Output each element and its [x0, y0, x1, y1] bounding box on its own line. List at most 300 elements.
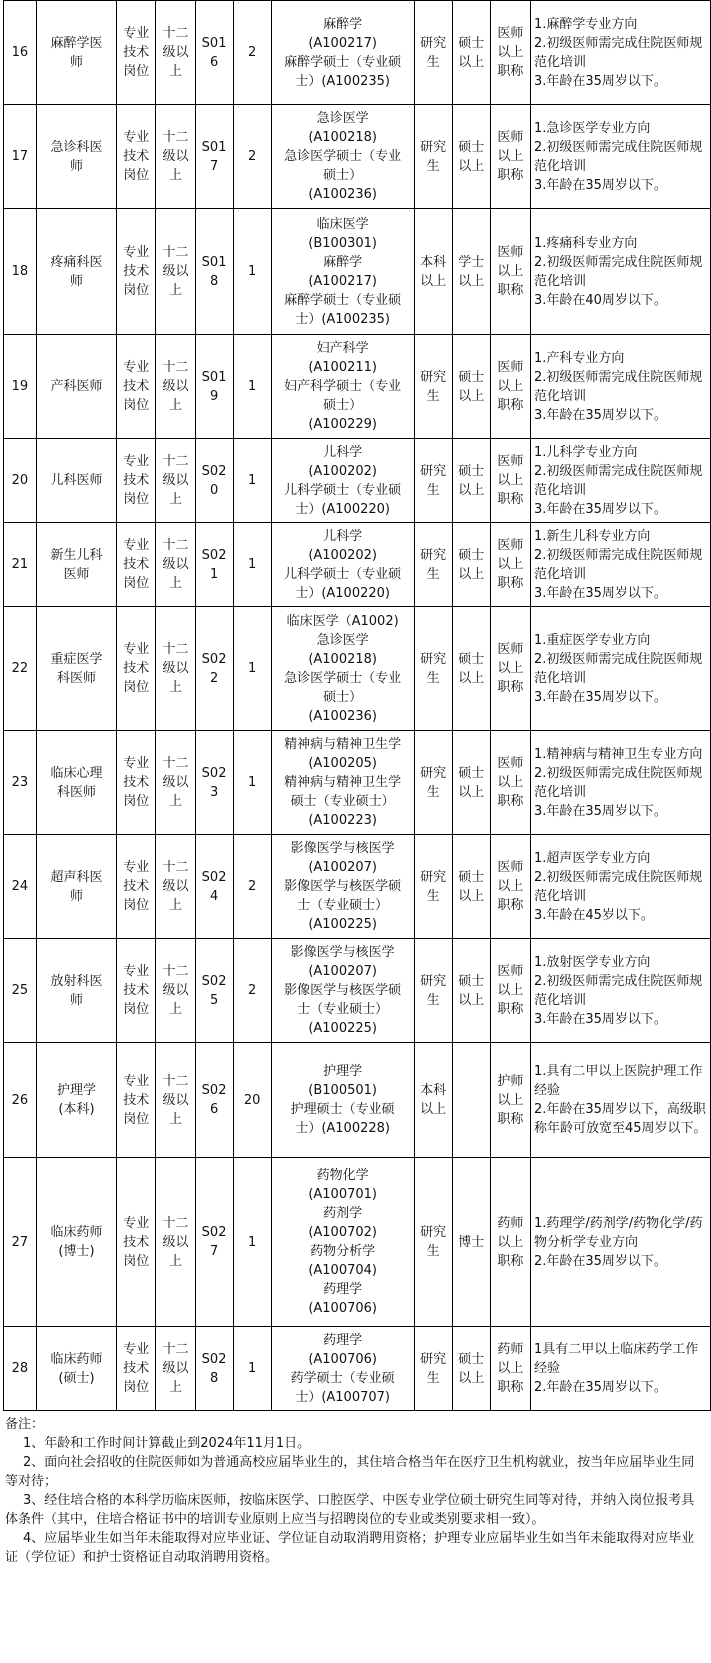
- major-line: 精神病与精神卫生学: [284, 775, 402, 790]
- requirements-line: 1具有二甲以上临床药学工作经验: [533, 1342, 699, 1376]
- post-category-line: 岗位: [123, 283, 150, 298]
- post-level-line: 级以: [162, 879, 189, 894]
- post-level-line: 十二: [162, 26, 189, 41]
- education-cell: [414, 523, 452, 607]
- requirements-cell: [530, 1327, 710, 1411]
- major-line: (B100501): [308, 1083, 377, 1098]
- degree-line: 硕士: [458, 139, 485, 155]
- major-line: 士）(A100228): [295, 1121, 390, 1136]
- requirements-line: 2.初级医师需完成住院医师规范化培训: [533, 139, 703, 174]
- major-line: 药理学: [323, 1282, 363, 1297]
- row-number-cell: 21: [4, 523, 37, 607]
- major-line: 硕士）: [323, 689, 363, 705]
- degree-cell: [452, 1327, 490, 1411]
- post-code-line: 8: [209, 1370, 219, 1386]
- post-name-line: 科医师: [57, 784, 97, 800]
- professional-title-line: 医师: [497, 964, 524, 979]
- education-cell: [414, 335, 452, 439]
- table-row: [4, 1158, 711, 1327]
- major-line: 临床医学: [316, 216, 369, 232]
- major-line: (A100229): [308, 417, 377, 432]
- post-name-line: (博士): [58, 1244, 95, 1259]
- post-level-cell: [156, 1043, 195, 1158]
- post-category-cell: [117, 1158, 156, 1327]
- professional-title-cell: [490, 1327, 530, 1411]
- row-number-cell: 20: [4, 439, 37, 523]
- post-category-cell: [117, 209, 156, 335]
- post-name-line: 重症医学: [50, 651, 103, 667]
- education-line: 研究: [420, 369, 447, 385]
- post-category-line: 岗位: [123, 576, 150, 591]
- professional-title-line: 职称: [497, 283, 524, 298]
- post-level-line: 上: [168, 283, 182, 298]
- post-category-line: 专业: [123, 454, 150, 469]
- requirements-line: 2.年龄在35周岁以下。: [533, 1380, 667, 1395]
- major-line: 儿科学: [323, 528, 363, 544]
- post-name-line: (硕士): [58, 1370, 95, 1386]
- post-level-line: 级以: [162, 379, 189, 394]
- degree-cell: [452, 835, 490, 939]
- post-code-line: S02: [201, 1083, 227, 1098]
- headcount-cell: 1: [233, 1327, 271, 1411]
- professional-title-line: 药师: [497, 1342, 524, 1357]
- row-number-cell: 26: [4, 1043, 37, 1158]
- education-cell: [414, 607, 452, 731]
- requirements-line: 1.疼痛科专业方向: [533, 235, 638, 251]
- professional-title-cell: [490, 335, 530, 439]
- professional-title-cell: [490, 523, 530, 607]
- headcount-cell: 1: [233, 439, 271, 523]
- education-line: 生: [426, 1244, 440, 1259]
- education-cell: [414, 939, 452, 1043]
- major-cell: [271, 105, 414, 209]
- post-code-line: S02: [201, 463, 227, 479]
- post-level-line: 级以: [162, 983, 189, 998]
- degree-cell: [452, 105, 490, 209]
- degree-line: 以上: [458, 273, 485, 289]
- education-line: 本科: [420, 254, 447, 270]
- post-level-cell: [156, 731, 195, 835]
- education-line: 以上: [420, 273, 447, 289]
- major-line: (A100207): [308, 860, 377, 875]
- headcount-cell: 1: [233, 523, 271, 607]
- major-line: 护理硕士（专业硕: [290, 1102, 395, 1117]
- professional-title-line: 以上: [497, 473, 524, 488]
- notes-section: [3, 1411, 711, 1567]
- post-category-cell: [117, 1, 156, 105]
- post-name-cell: [36, 209, 116, 335]
- professional-title-line: 护师: [497, 1073, 524, 1089]
- major-cell: [271, 335, 414, 439]
- degree-line: 以上: [458, 992, 485, 1008]
- major-cell: [271, 1327, 414, 1411]
- professional-title-line: 医师: [497, 360, 524, 375]
- post-code-line: S02: [201, 1225, 227, 1240]
- major-line: 精神病与精神卫生学: [284, 737, 402, 752]
- major-line: (A100202): [308, 463, 377, 479]
- requirements-line: 3.年龄在35周岁以下。: [533, 689, 667, 705]
- note-item-4: 4、应届毕业生如当年未能取得对应毕业证、学位证自动取消聘用资格；护理专业应届毕业生如当年未能取得对应毕业证（学位证）和护士资格证自动取消聘用资格。: [5, 1531, 695, 1565]
- post-level-line: 上: [168, 1111, 182, 1127]
- post-category-cell: [117, 731, 156, 835]
- post-name-cell: [36, 439, 116, 523]
- table-row: [4, 607, 711, 731]
- professional-title-cell: [490, 209, 530, 335]
- post-category-line: 岗位: [123, 168, 150, 183]
- post-category-line: 专业: [123, 360, 150, 375]
- requirements-cell: [530, 335, 710, 439]
- major-line: (A100225): [308, 917, 377, 932]
- post-level-line: 级以: [162, 473, 189, 488]
- education-cell: [414, 105, 452, 209]
- professional-title-cell: [490, 939, 530, 1043]
- post-level-cell: [156, 439, 195, 523]
- headcount-cell: 1: [233, 1158, 271, 1327]
- row-number-cell: 25: [4, 939, 37, 1043]
- post-category-line: 专业: [123, 642, 150, 657]
- degree-cell: [452, 1043, 490, 1158]
- degree-cell: [452, 1158, 490, 1327]
- major-line: (A100706): [308, 1301, 377, 1316]
- professional-title-line: 职称: [497, 576, 524, 591]
- major-line: 药物化学: [316, 1168, 369, 1183]
- professional-title-line: 职称: [497, 168, 524, 183]
- post-name-line: 放射科医: [50, 973, 103, 989]
- post-category-cell: [117, 523, 156, 607]
- post-category-line: 专业: [123, 1073, 150, 1089]
- major-line: 麻醉学硕士（专业硕: [284, 292, 402, 308]
- major-line: (A100205): [308, 756, 377, 771]
- post-name-line: 临床心理: [50, 765, 103, 781]
- professional-title-cell: [490, 1043, 530, 1158]
- table-row: [4, 1043, 711, 1158]
- major-line: 妇产科学: [316, 341, 369, 356]
- table-row: [4, 731, 711, 835]
- headcount-cell: 1: [233, 335, 271, 439]
- professional-title-line: 以上: [497, 879, 524, 894]
- post-category-line: 岗位: [123, 492, 150, 507]
- headcount-cell: 2: [233, 105, 271, 209]
- requirements-line: 1.儿科学专业方向: [533, 444, 638, 460]
- major-line: (A100207): [308, 964, 377, 979]
- post-level-line: 十二: [162, 1073, 189, 1089]
- professional-title-line: 医师: [497, 454, 524, 469]
- requirements-line: 1.重症医学专业方向: [533, 632, 651, 648]
- degree-line: 学士: [458, 254, 485, 270]
- post-level-line: 级以: [162, 557, 189, 572]
- major-line: 麻醉学: [323, 254, 363, 270]
- post-name-line: 疼痛科医: [50, 254, 103, 270]
- post-code-line: S01: [201, 139, 227, 155]
- post-name-line: 临床药师: [50, 1351, 103, 1367]
- post-name-line: 超声科医: [50, 869, 103, 885]
- post-level-line: 十二: [162, 245, 189, 260]
- education-line: 研究: [420, 35, 447, 51]
- post-code-line: S02: [201, 973, 227, 989]
- education-line: 研究: [420, 651, 447, 667]
- notes-heading: 备注：: [5, 1417, 45, 1432]
- degree-line: 硕士: [458, 869, 485, 885]
- degree-line: 博士: [458, 1234, 485, 1250]
- degree-cell: [452, 439, 490, 523]
- headcount-cell: 1: [233, 731, 271, 835]
- post-category-line: 专业: [123, 130, 150, 145]
- requirements-line: 2.初级医师需完成住院医师规范化培训: [533, 765, 703, 800]
- professional-title-line: 以上: [497, 379, 524, 394]
- education-cell: [414, 1043, 452, 1158]
- major-line: 士）(A100235): [295, 73, 390, 89]
- degree-line: 硕士: [458, 651, 485, 667]
- row-number-cell: 24: [4, 835, 37, 939]
- post-code-line: 5: [209, 992, 219, 1008]
- major-line: 急诊医学硕士（专业: [284, 149, 402, 164]
- row-number-cell: 27: [4, 1158, 37, 1327]
- post-name-cell: [36, 1, 116, 105]
- requirements-line: 3.年龄在45岁以下。: [533, 907, 654, 923]
- major-line: 药学硕士（专业硕: [290, 1370, 395, 1386]
- requirements-cell: [530, 731, 710, 835]
- major-line: 硕士）: [323, 398, 363, 413]
- post-name-cell: [36, 1158, 116, 1327]
- degree-cell: [452, 335, 490, 439]
- professional-title-cell: [490, 439, 530, 523]
- post-code-line: 9: [209, 388, 219, 404]
- post-code-cell: [195, 607, 233, 731]
- major-line: 硕士）: [323, 168, 363, 183]
- requirements-line: 2.初级医师需完成住院医师规范化培训: [533, 35, 703, 70]
- professional-title-line: 医师: [497, 756, 524, 771]
- requirements-line: 3.年龄在35周岁以下。: [533, 585, 667, 601]
- education-cell: [414, 439, 452, 523]
- post-name-line: 临床药师: [50, 1225, 103, 1240]
- major-cell: [271, 731, 414, 835]
- major-cell: [271, 1, 414, 105]
- post-category-line: 岗位: [123, 680, 150, 695]
- professional-title-line: 医师: [497, 130, 524, 145]
- post-level-line: 十二: [162, 964, 189, 979]
- post-code-cell: [195, 105, 233, 209]
- post-code-cell: [195, 335, 233, 439]
- major-cell: [271, 607, 414, 731]
- post-code-line: 0: [209, 482, 219, 498]
- post-category-line: 专业: [123, 756, 150, 771]
- requirements-line: 2.初级医师需完成住院医师规范化培训: [533, 547, 703, 582]
- education-cell: [414, 209, 452, 335]
- requirements-line: 1.精神病与精神卫生专业方向: [533, 746, 703, 762]
- major-line: (B100301): [308, 235, 377, 251]
- post-category-line: 岗位: [123, 64, 150, 79]
- post-name-cell: [36, 1327, 116, 1411]
- row-number-cell: 22: [4, 607, 37, 731]
- requirements-line: 1.急诊医学专业方向: [533, 120, 651, 136]
- post-category-line: 技术: [123, 473, 150, 488]
- professional-title-cell: [490, 105, 530, 209]
- major-line: (A100236): [308, 708, 377, 724]
- education-line: 研究: [420, 765, 447, 781]
- post-name-cell: [36, 607, 116, 731]
- education-line: 生: [426, 566, 440, 582]
- education-cell: [414, 1, 452, 105]
- table-row: [4, 335, 711, 439]
- major-line: (A100211): [308, 360, 377, 375]
- requirements-line: 2.初级医师需完成住院医师规范化培训: [533, 651, 703, 686]
- post-code-line: S01: [201, 369, 227, 385]
- post-name-line: 急诊科医: [50, 139, 103, 155]
- row-number-cell: 18: [4, 209, 37, 335]
- post-category-line: 专业: [123, 1342, 150, 1357]
- post-category-cell: [117, 105, 156, 209]
- post-level-cell: [156, 105, 195, 209]
- professional-title-cell: [490, 731, 530, 835]
- post-level-line: 上: [168, 898, 182, 913]
- headcount-cell: 2: [233, 939, 271, 1043]
- requirements-line: 2.年龄在35周岁以下，高级职称年龄可放宽至45周岁以下。: [533, 1102, 707, 1136]
- major-line: (A100225): [308, 1021, 377, 1036]
- post-name-line: 新生儿科: [50, 547, 103, 563]
- post-level-cell: [156, 1, 195, 105]
- education-line: 研究: [420, 463, 447, 479]
- professional-title-line: 职称: [497, 492, 524, 507]
- post-code-line: S01: [201, 254, 227, 270]
- major-cell: [271, 835, 414, 939]
- major-line: (A100236): [308, 187, 377, 202]
- education-line: 研究: [420, 973, 447, 989]
- degree-line: 以上: [458, 888, 485, 904]
- major-line: 硕士（专业硕士）: [290, 794, 395, 809]
- post-level-cell: [156, 335, 195, 439]
- requirements-line: 1.超声医学专业方向: [533, 850, 651, 866]
- education-line: 生: [426, 54, 440, 70]
- education-line: 研究: [420, 547, 447, 563]
- post-category-line: 技术: [123, 557, 150, 572]
- professional-title-line: 以上: [497, 983, 524, 998]
- post-name-line: 师: [70, 992, 84, 1008]
- degree-cell: [452, 731, 490, 835]
- major-line: 士（专业硕士）: [297, 898, 389, 913]
- major-line: 士（专业硕士）: [297, 1002, 389, 1017]
- requirements-line: 3.年龄在35周岁以下。: [533, 407, 667, 423]
- requirements-line: 3.年龄在35周岁以下。: [533, 177, 667, 193]
- major-line: 士）(A100235): [295, 311, 390, 327]
- post-level-line: 级以: [162, 661, 189, 676]
- post-name-cell: [36, 1043, 116, 1158]
- major-line: 影像医学与核医学硕: [284, 983, 402, 998]
- table-body: [4, 1, 711, 1411]
- post-level-line: 级以: [162, 1234, 189, 1250]
- degree-line: 以上: [458, 388, 485, 404]
- degree-line: 以上: [458, 1370, 485, 1386]
- post-category-line: 专业: [123, 964, 150, 979]
- post-category-cell: [117, 939, 156, 1043]
- post-category-cell: [117, 835, 156, 939]
- major-line: (A100217): [308, 35, 377, 51]
- requirements-line: 3.年龄在35周岁以下。: [533, 803, 667, 819]
- professional-title-line: 职称: [497, 680, 524, 695]
- post-category-line: 技术: [123, 149, 150, 164]
- post-level-line: 十二: [162, 454, 189, 469]
- post-level-line: 上: [168, 168, 182, 183]
- headcount-cell: 1: [233, 209, 271, 335]
- post-code-line: 8: [209, 273, 219, 289]
- post-level-cell: [156, 835, 195, 939]
- post-code-line: 7: [209, 1244, 219, 1259]
- degree-line: 硕士: [458, 547, 485, 563]
- post-category-line: 技术: [123, 661, 150, 676]
- post-code-cell: [195, 523, 233, 607]
- post-category-line: 专业: [123, 538, 150, 553]
- professional-title-line: 药师: [497, 1215, 524, 1231]
- professional-title-line: 以上: [497, 557, 524, 572]
- major-line: 影像医学与核医学: [290, 841, 395, 856]
- post-level-line: 上: [168, 680, 182, 695]
- major-line: (A100218): [308, 651, 377, 667]
- degree-line: 以上: [458, 784, 485, 800]
- major-cell: [271, 209, 414, 335]
- education-line: 生: [426, 670, 440, 686]
- post-category-line: 专业: [123, 860, 150, 875]
- degree-line: 以上: [458, 670, 485, 686]
- post-category-cell: [117, 439, 156, 523]
- table-row: [4, 523, 711, 607]
- post-level-line: 十二: [162, 756, 189, 771]
- post-name-line: 科医师: [57, 670, 97, 686]
- requirements-cell: [530, 1158, 710, 1327]
- degree-line: 以上: [458, 482, 485, 498]
- requirements-cell: [530, 1043, 710, 1158]
- major-line: 影像医学与核医学硕: [284, 879, 402, 894]
- professional-title-line: 职称: [497, 1111, 524, 1127]
- education-cell: [414, 835, 452, 939]
- post-category-line: 岗位: [123, 1253, 150, 1269]
- major-cell: [271, 1158, 414, 1327]
- headcount-cell: 20: [233, 1043, 271, 1158]
- requirements-line: 1.放射医学专业方向: [533, 954, 651, 970]
- post-level-line: 上: [168, 1002, 182, 1017]
- post-category-cell: [117, 1043, 156, 1158]
- post-name-cell: [36, 731, 116, 835]
- post-level-cell: [156, 523, 195, 607]
- post-code-line: S01: [201, 35, 227, 51]
- professional-title-line: 职称: [497, 898, 524, 913]
- note-item-3: 3、经住培合格的本科学历临床医师，按临床医学、口腔医学、中医专业学位硕士研究生同等对待，并纳入岗位报考具体条件（其中，住培合格证书中的培训专业原则上应当与招聘岗位的专业或类别要求相一致）。: [5, 1493, 695, 1527]
- post-category-line: 技术: [123, 983, 150, 998]
- post-name-line: 师: [70, 54, 84, 70]
- post-category-line: 技术: [123, 1092, 150, 1108]
- note-item-2: 2、面向社会招收的住院医师如为普通高校应届毕业生的，其住培合格当年在医疗卫生机构就业，按当年应届毕业生同等对待；: [5, 1455, 695, 1489]
- post-level-line: 十二: [162, 1215, 189, 1231]
- major-line: 药理学: [323, 1332, 363, 1348]
- professional-title-line: 以上: [497, 264, 524, 279]
- major-line: 急诊医学硕士（专业: [284, 670, 402, 686]
- post-category-line: 技术: [123, 1361, 150, 1376]
- post-level-line: 上: [168, 1253, 182, 1269]
- degree-line: 硕士: [458, 765, 485, 781]
- post-level-line: 十二: [162, 860, 189, 875]
- post-category-line: 专业: [123, 1215, 150, 1231]
- post-name-line: 麻醉学医: [50, 35, 103, 51]
- post-level-line: 十二: [162, 360, 189, 375]
- requirements-line: 2.初级医师需完成住院医师规范化培训: [533, 254, 703, 289]
- row-number-cell: 23: [4, 731, 37, 835]
- post-level-line: 十二: [162, 130, 189, 145]
- education-line: 生: [426, 888, 440, 904]
- row-number-cell: 16: [4, 1, 37, 105]
- major-line: 儿科学: [323, 444, 363, 460]
- post-name-cell: [36, 835, 116, 939]
- requirements-line: 3.年龄在35周岁以下。: [533, 501, 667, 517]
- requirements-cell: [530, 939, 710, 1043]
- post-name-cell: [36, 939, 116, 1043]
